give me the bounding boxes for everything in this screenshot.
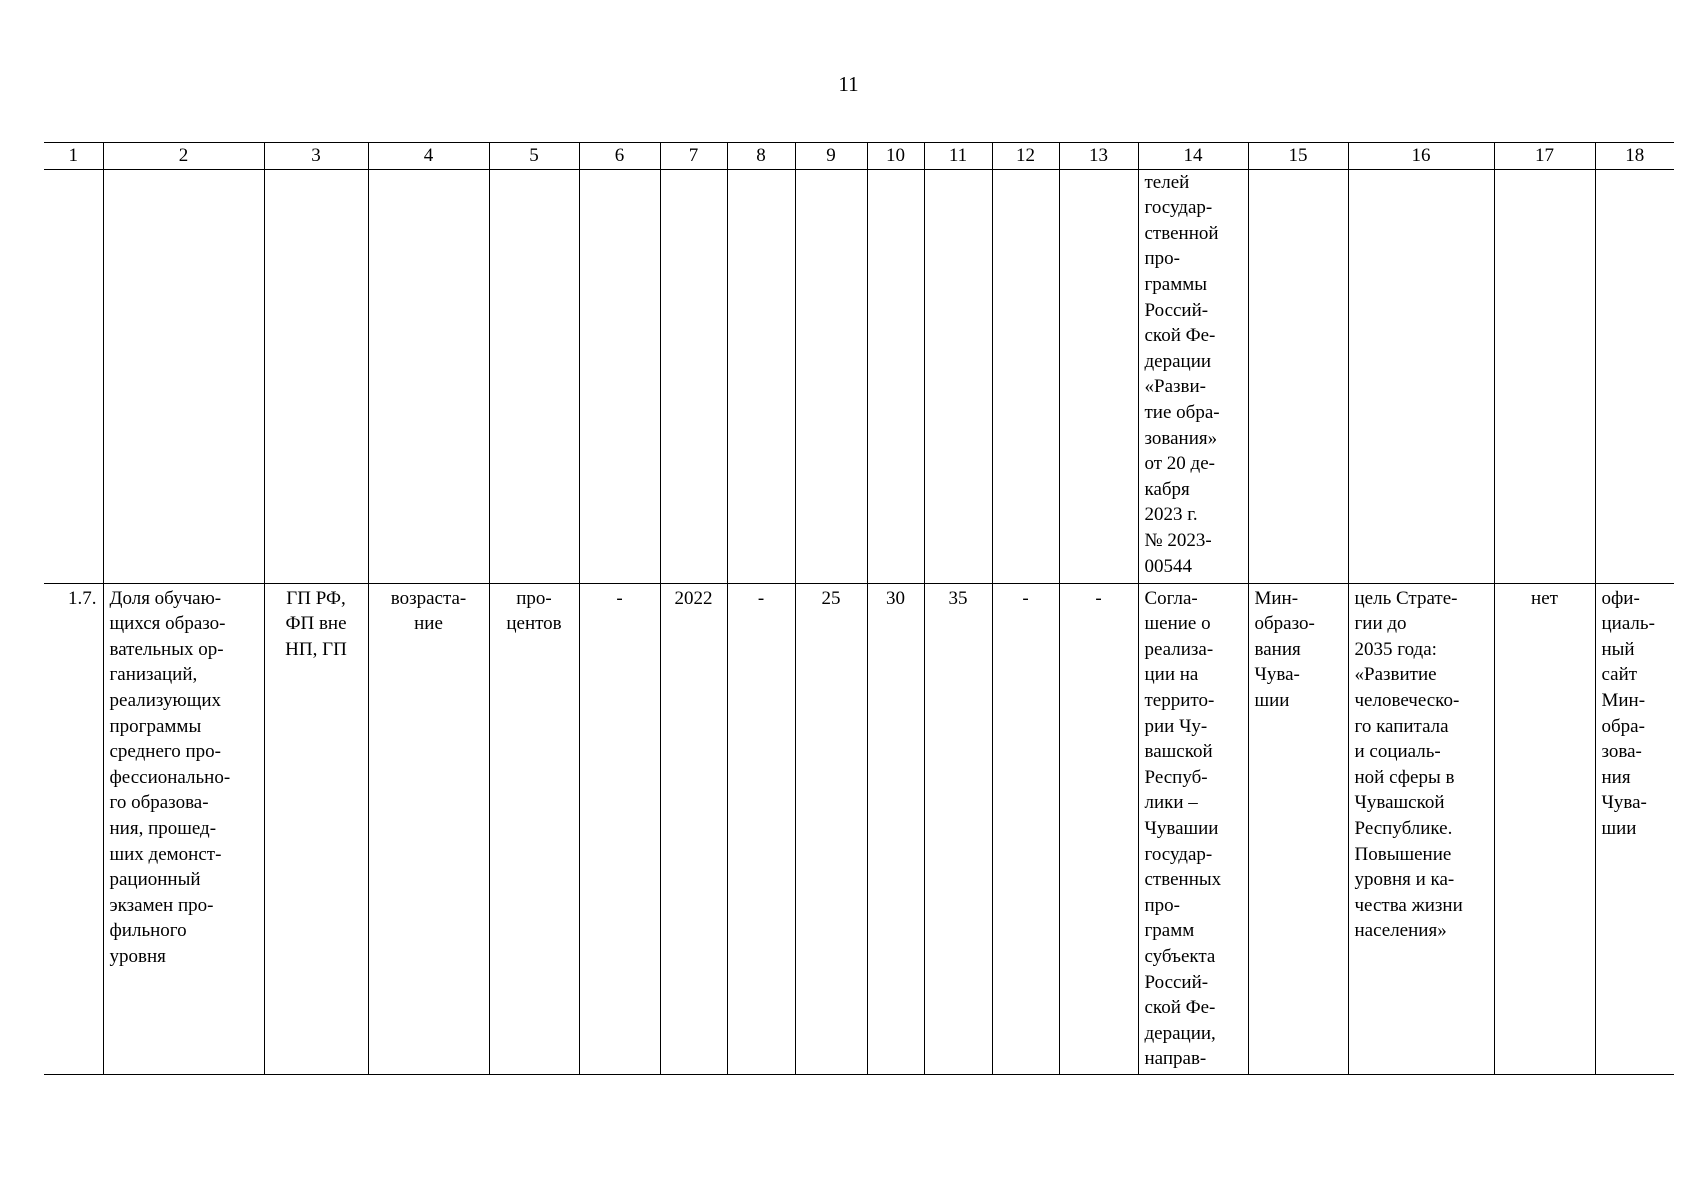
table-cell — [44, 169, 103, 583]
table-cell — [1595, 169, 1674, 583]
table-row-1-7 — [44, 583, 1674, 1074]
column-header: 2 — [103, 143, 264, 170]
column-header: 13 — [1059, 143, 1138, 170]
table-cell — [1059, 169, 1138, 583]
document-cell: Согла- шение о реализа- ции на террито- рии Чу- вашской Респуб- лики – Чувашии государ- ственных про- грамм субъекта Россий- ской Фе- дерации, направ- — [1138, 583, 1248, 1074]
column-header: 6 — [579, 143, 660, 170]
column-header: 9 — [795, 143, 867, 170]
column-header: 16 — [1348, 143, 1494, 170]
row-number: 1.7. — [44, 583, 103, 1074]
table-cell — [924, 169, 992, 583]
value-col-10: 30 — [867, 583, 924, 1074]
document-cell-continued: телей государ- ственной про- граммы Россий- ской Фе- дерации «Разви- тие обра- зования» от 20 де- кабря 2023 г. № 2023- 00544 — [1138, 169, 1248, 583]
value-col-17: нет — [1494, 583, 1595, 1074]
column-header: 8 — [727, 143, 795, 170]
table-cell — [867, 169, 924, 583]
table-row-continuation — [44, 169, 1674, 583]
table-cell — [727, 169, 795, 583]
column-header: 3 — [264, 143, 368, 170]
value-col-12: - — [992, 583, 1059, 1074]
info-source-cell: офи- циаль- ный сайт Мин- обра- зова- ния Чува- шии — [1595, 583, 1674, 1074]
table-cell — [795, 169, 867, 583]
table-cell — [489, 169, 579, 583]
table-cell — [103, 169, 264, 583]
column-number-row — [44, 143, 1674, 170]
column-header: 12 — [992, 143, 1059, 170]
column-header: 1 — [44, 143, 103, 170]
value-col-9: 25 — [795, 583, 867, 1074]
unit-of-measure: про- центов — [489, 583, 579, 1074]
table-cell — [992, 169, 1059, 583]
responsible-cell: Мин- образо- вания Чува- шии — [1248, 583, 1348, 1074]
table-cell — [1248, 169, 1348, 583]
table-cell — [1348, 169, 1494, 583]
value-col-11: 35 — [924, 583, 992, 1074]
indicator-level: ГП РФ, ФП вне НП, ГП — [264, 583, 368, 1074]
column-header: 15 — [1248, 143, 1348, 170]
table-cell — [1494, 169, 1595, 583]
indicator-name: Доля обучаю- щихся образо- вательных ор- ганизаций, реализующих программы среднего про- фессионально- го образова- ния, прошед- ших демонст- рационный экзамен про- фильного уровня — [103, 583, 264, 1074]
indicators-table — [44, 142, 1674, 1075]
column-header: 11 — [924, 143, 992, 170]
column-header: 4 — [368, 143, 489, 170]
value-col-8: - — [727, 583, 795, 1074]
value-col-13: - — [1059, 583, 1138, 1074]
column-header: 5 — [489, 143, 579, 170]
page-number: 11 — [838, 72, 859, 96]
column-header: 7 — [660, 143, 727, 170]
column-header: 14 — [1138, 143, 1248, 170]
base-year: 2022 — [660, 583, 727, 1074]
table-cell — [264, 169, 368, 583]
column-header: 18 — [1595, 143, 1674, 170]
column-header: 17 — [1494, 143, 1595, 170]
table-cell — [368, 169, 489, 583]
indicator-trend: возраста- ние — [368, 583, 489, 1074]
strategy-goal-cell: цель Страте- гии до 2035 года: «Развитие человеческо- го капитала и социаль- ной сферы в Чувашской Республике. Повышение уровня и ка- чества жизни населения» — [1348, 583, 1494, 1074]
base-value: - — [579, 583, 660, 1074]
table-cell — [579, 169, 660, 583]
column-header: 10 — [867, 143, 924, 170]
table-cell — [660, 169, 727, 583]
